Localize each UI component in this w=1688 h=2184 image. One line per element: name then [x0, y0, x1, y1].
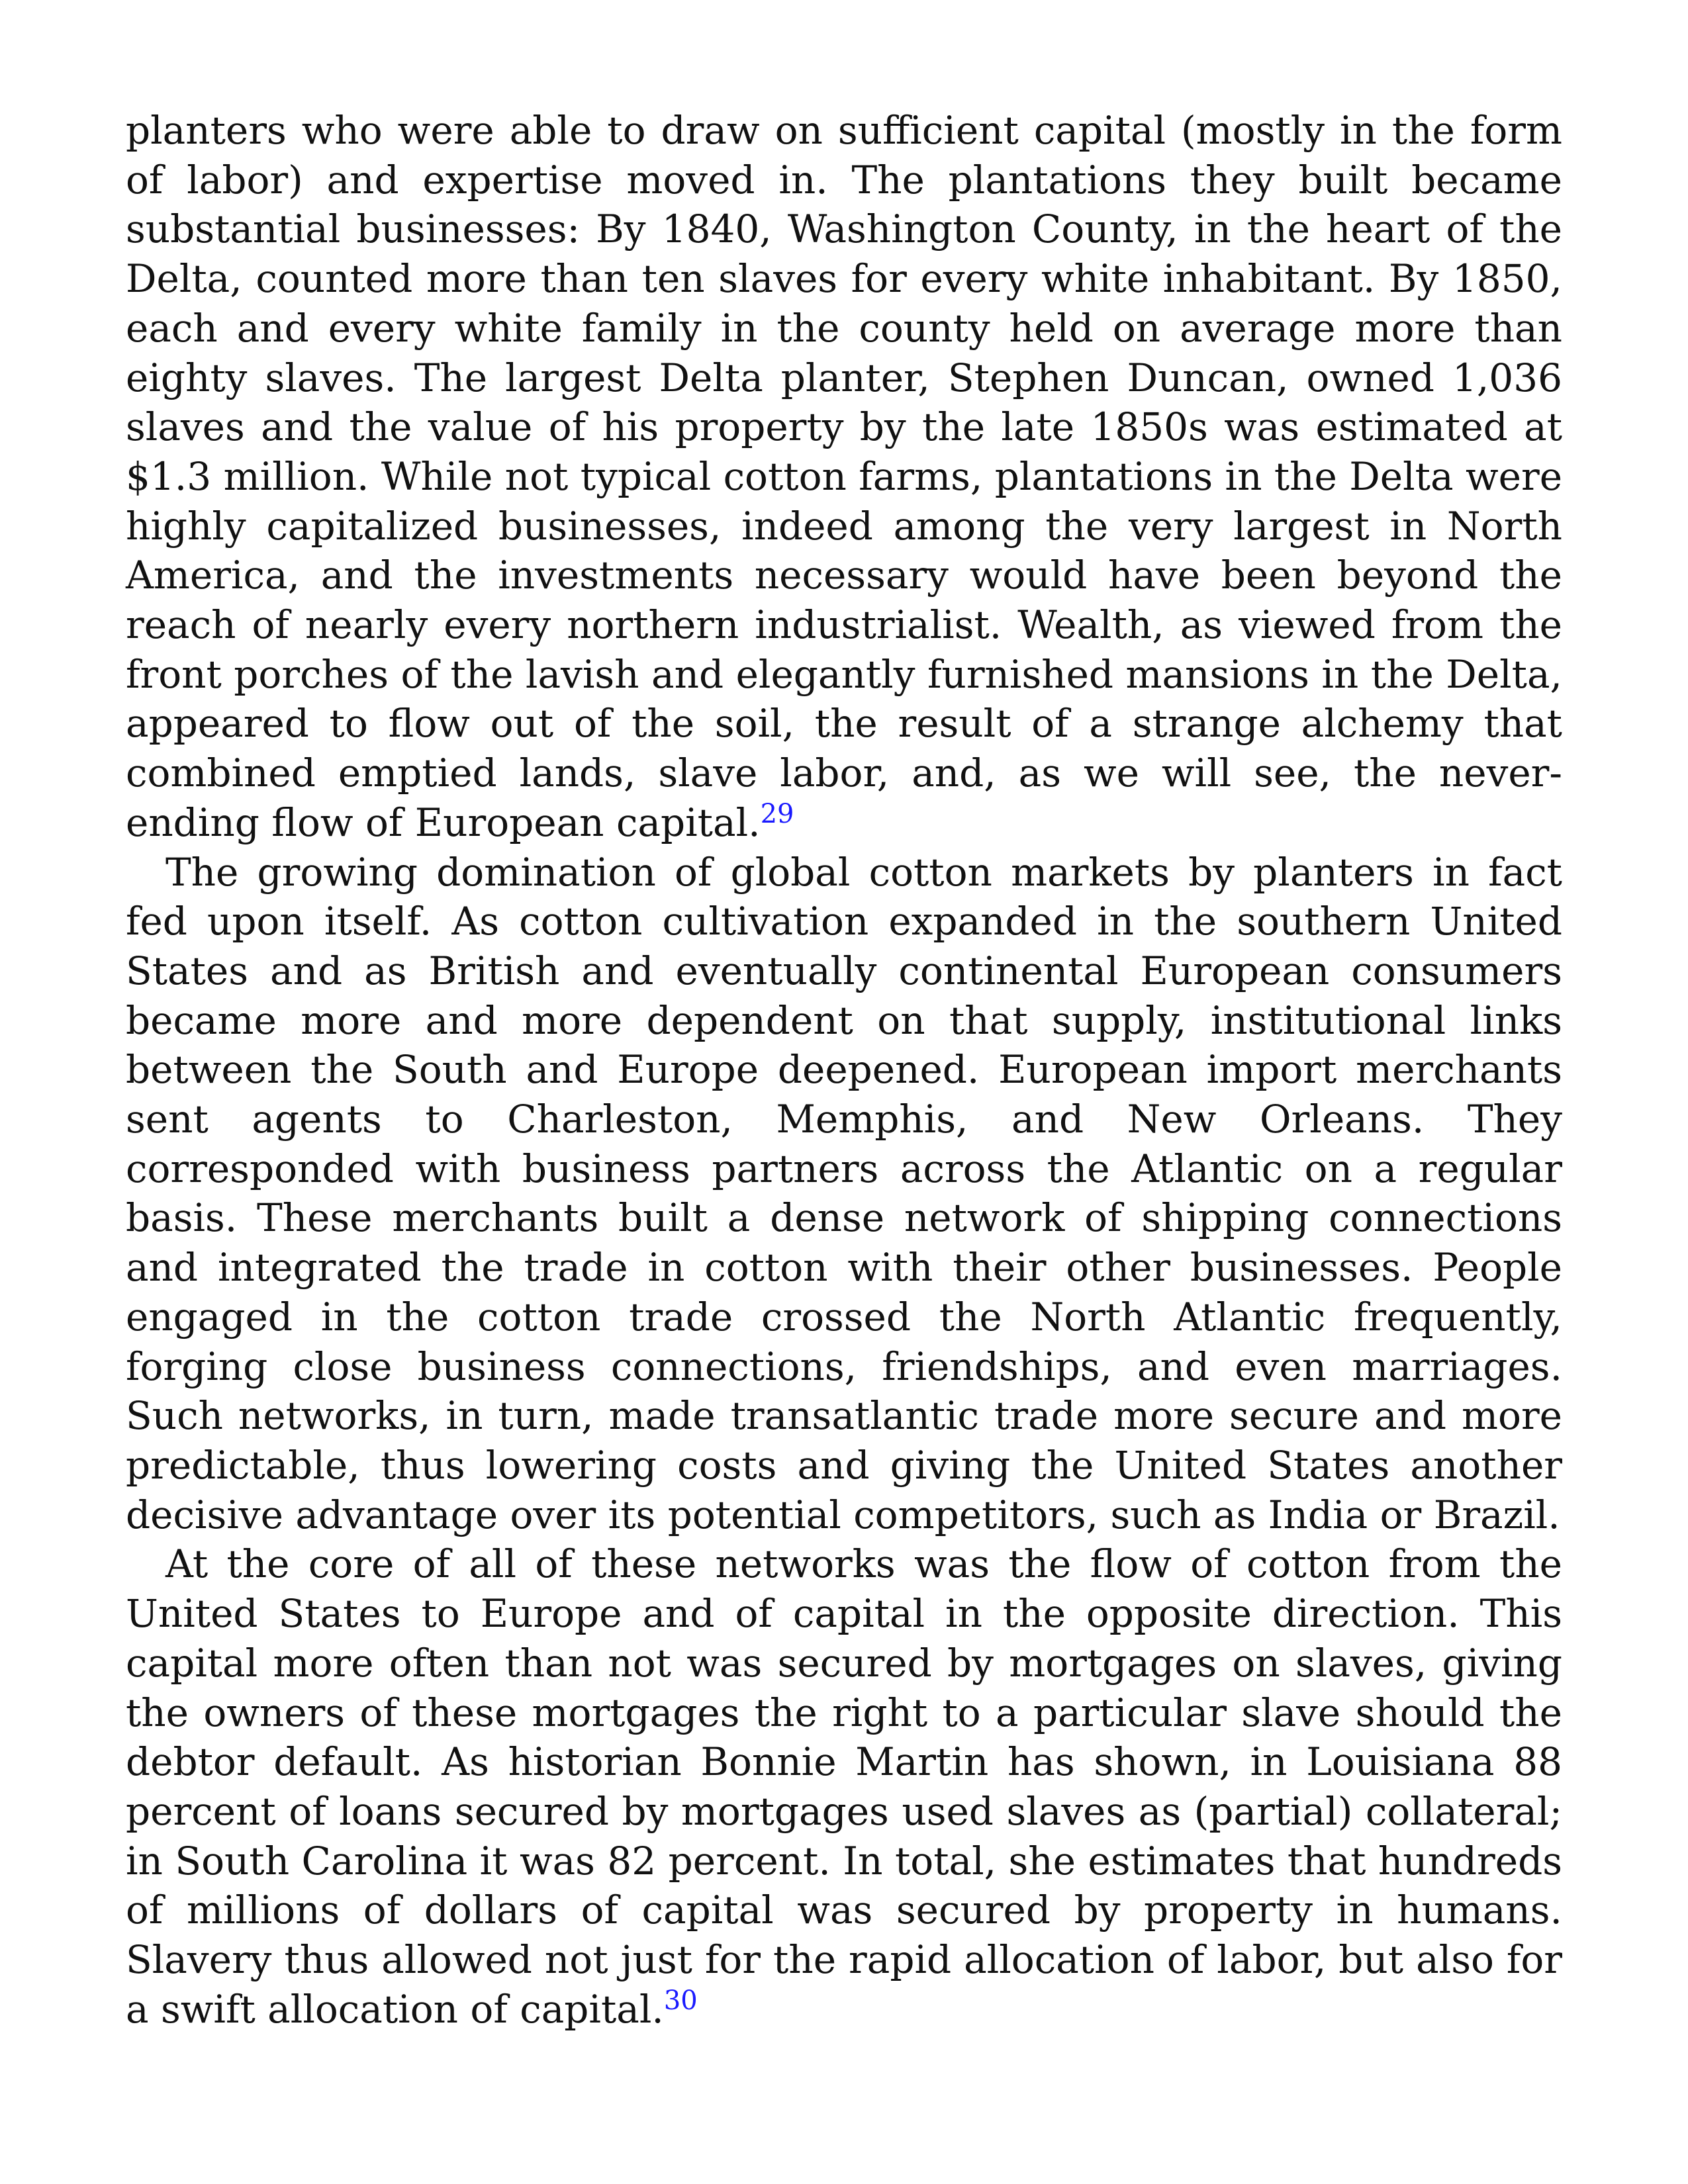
paragraph-3 [126, 1539, 1562, 2034]
paragraph-3-text: At the core of all of these networks was the flow of cotton from the United States to Europe and of capital in the opposite direction. This capital more often than not was secured by mortgages on slaves, giving the owners of these mortgages the right to a particular slave should the debtor default. As historian Bonnie Martin has shown, in Louisiana 88 percent of loans secured by mortgages used slaves as (partial) collateral; in South Carolina it was 82 percent. In total, she estimates that hundreds of millions of dollars of capital was secured by property in humans. Slavery thus allowed not just for the rapid allocation of labor, but also for a swift allocation of capital. [126, 1541, 1562, 2032]
paragraph-1 [126, 106, 1562, 848]
footnote-ref-30[interactable]: 30 [663, 1985, 698, 2016]
paragraph-2-text: The growing domination of global cotton markets by planters in fact fed upon itself. As cotton cultivation expanded in the southern United States and as British and eventually continental European consumers became more and more dependent on that supply, institutional links between the South and Europe deepened. European import merchants sent agents to Charleston, Memphis, and New Orleans. They corresponded with business partners across the Atlantic on a regular basis. These merchants built a dense network of shipping connections and integrated the trade in cotton with their other businesses. People engaged in the cotton trade crossed the North Atlantic frequently, forging close business connections, friendships, and even marriages. Such networks, in turn, made transatlantic trade more secure and more predictable, thus lowering costs and giving the United States another decisive advantage over its potential competitors, such as India or Brazil. [126, 849, 1562, 1537]
page-body [126, 106, 1562, 2034]
footnote-ref-29[interactable]: 29 [760, 798, 794, 829]
paragraph-1-text: planters who were able to draw on sufficient capital (mostly in the form of labor) and expertise moved in. The plantations they built became substantial businesses: By 1840, Washington County, in the heart of the Delta, counted more than ten slaves for every white inhabitant. By 1850, each and every white family in the county held on average more than eighty slaves. The largest Delta planter, Stephen Duncan, owned 1,036 slaves and the value of his property by the late 1850s was estimated at $1.3 million. While not typical cotton farms, plantations in the Delta were highly capitalized businesses, indeed among the very largest in North America, and the investments necessary would have been beyond the reach of nearly every northern industrialist. Wealth, as viewed from the front porches of the lavish and elegantly furnished mansions in the Delta, appeared to flow out of the soil, the result of a strange alchemy that combined emptied lands, slave labor, and, as we will see, the never-ending flow of European capital. [126, 108, 1563, 845]
paragraph-2 [126, 848, 1562, 1540]
